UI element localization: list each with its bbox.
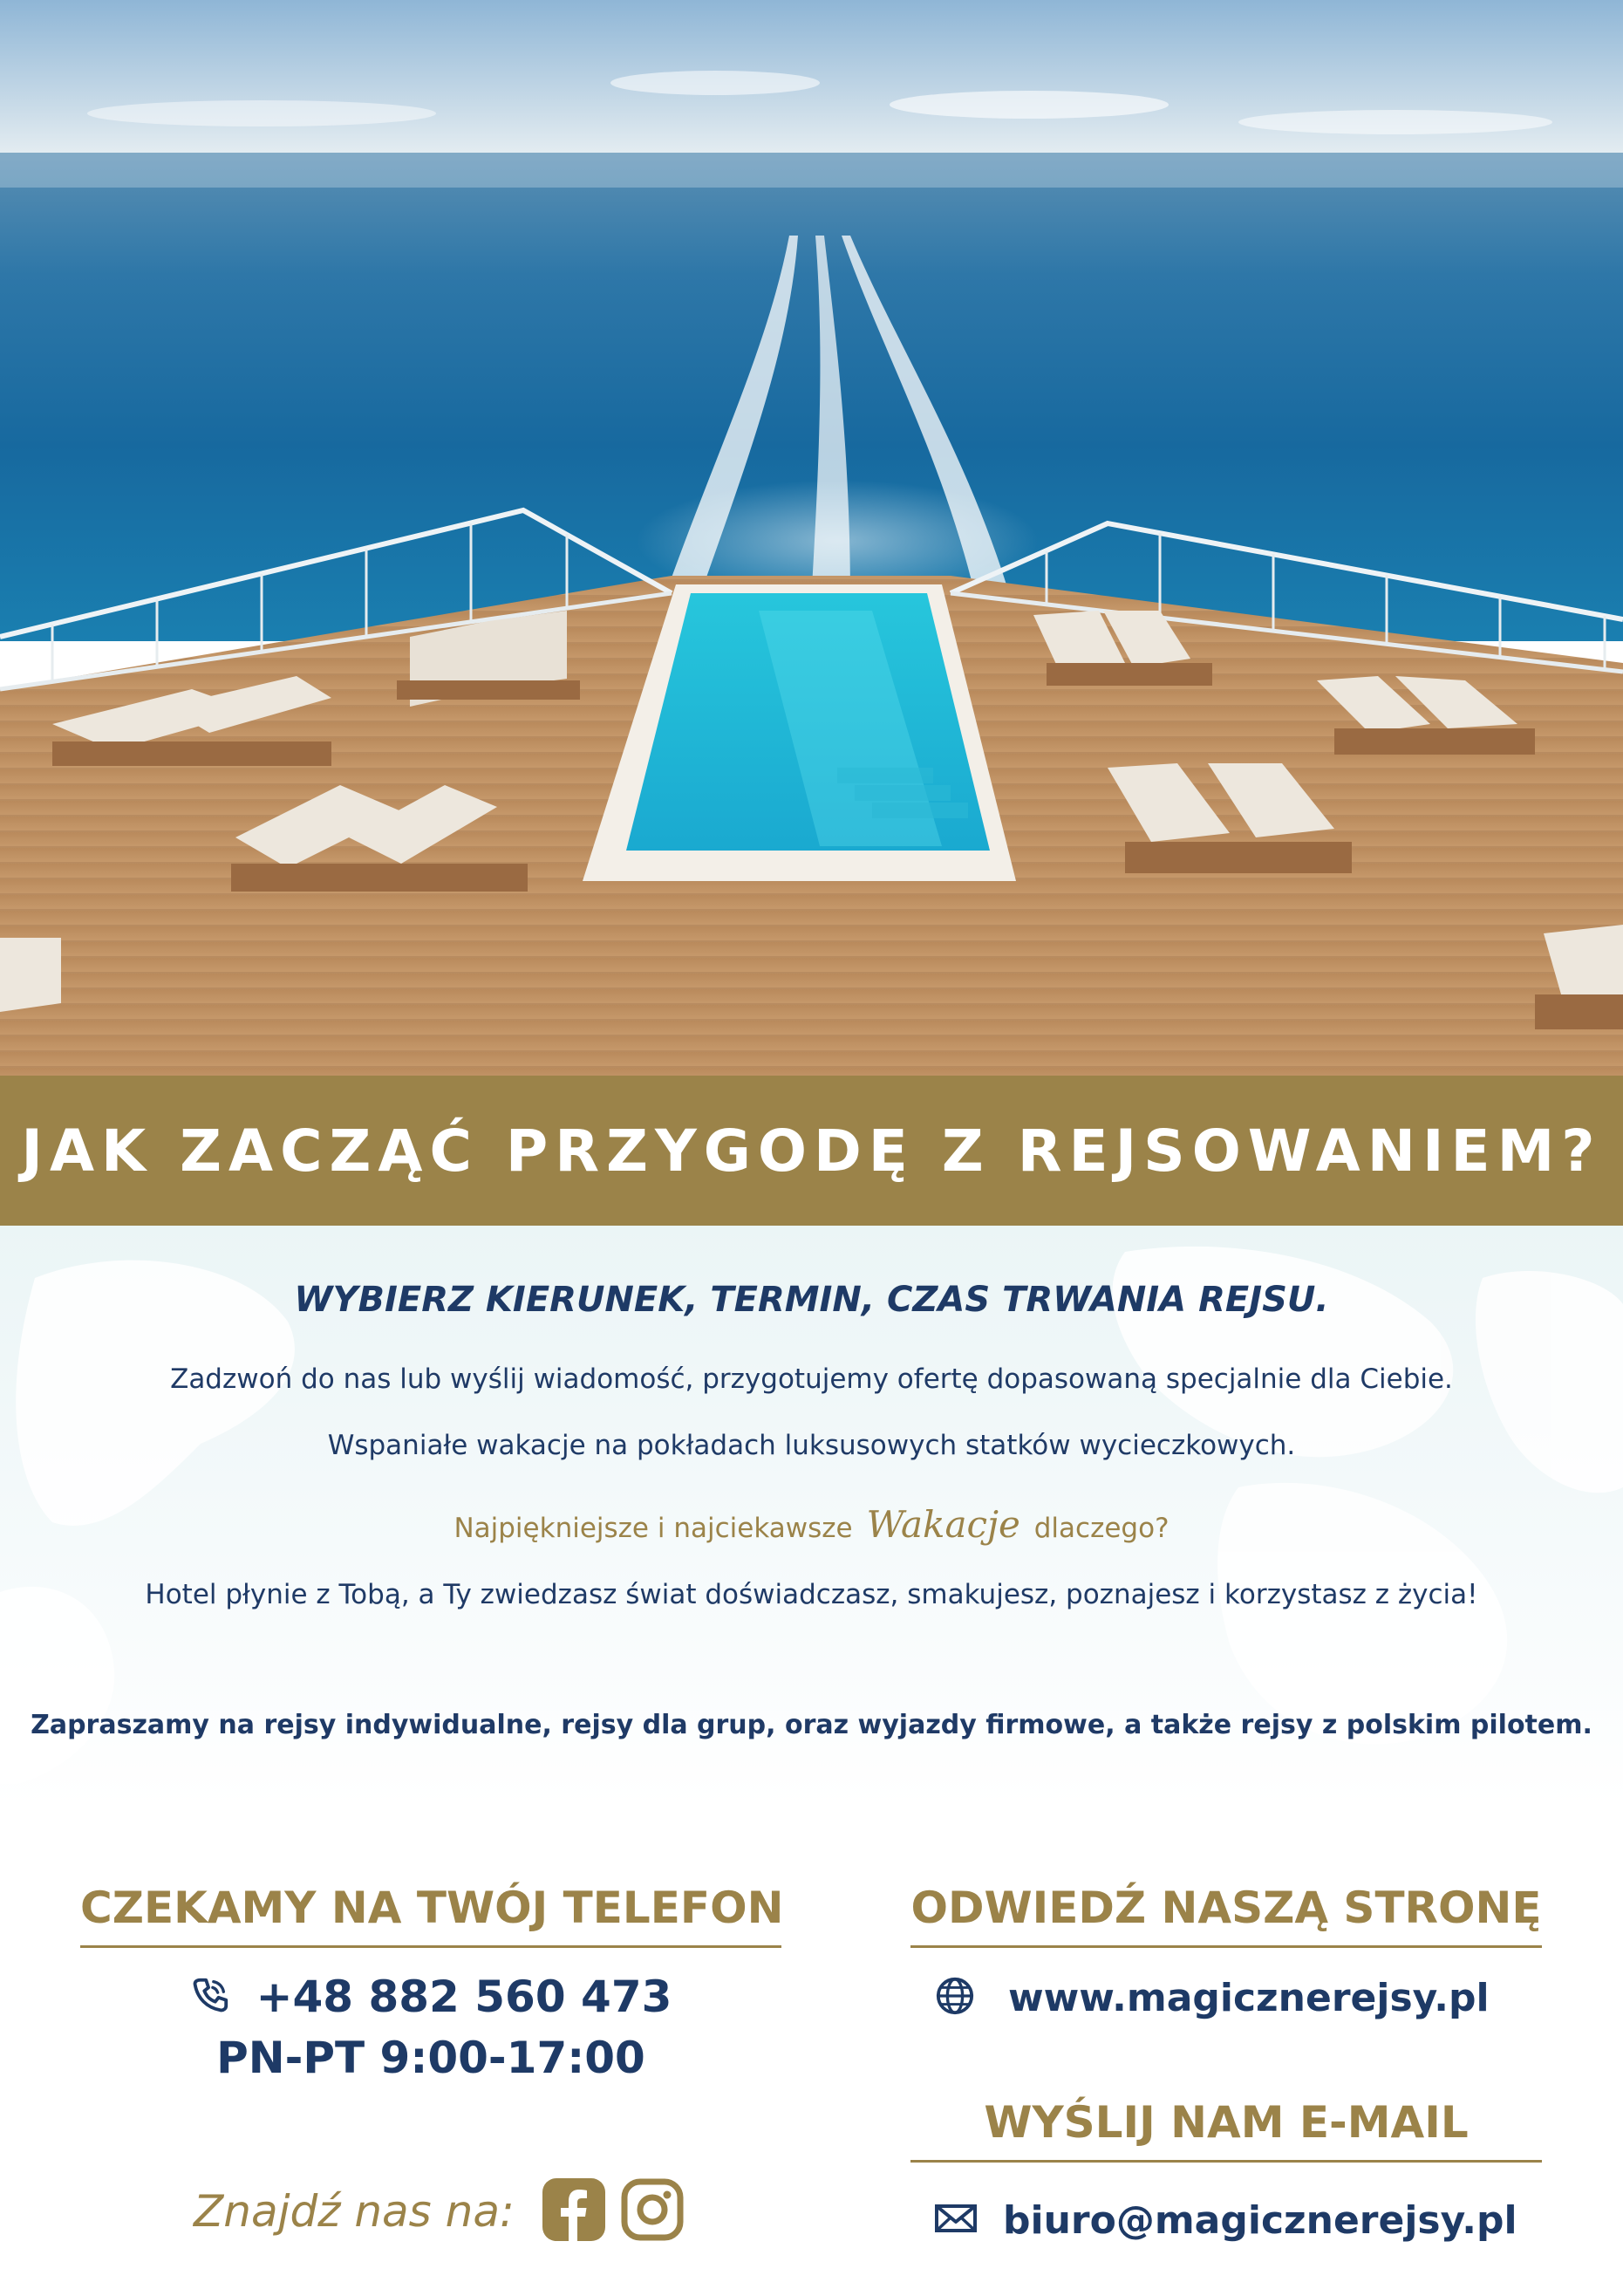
instagram-icon[interactable]	[621, 2178, 684, 2245]
social-row	[194, 2172, 684, 2251]
phone-section-title: CZEKAMY NA TWÓJ TELEFON	[80, 1883, 781, 1948]
info-line-3-before: Najpiękniejsze i najciekawsze	[453, 1513, 853, 1544]
info-line-3-after: dlaczego?	[1033, 1513, 1170, 1544]
info-section	[0, 1226, 1623, 1807]
website-section-title: ODWIEDŹ NASZĄ STRONĘ	[910, 1883, 1542, 1948]
email-link[interactable]: biuro@magicznerejsy.pl	[1003, 2197, 1517, 2243]
info-line-3	[0, 1503, 1623, 1546]
info-line-1: Zadzwoń do nas lub wyślij wiadomość, przygotujemy ofertę dopasowaną specjalnie dla Ciebie.	[170, 1363, 1453, 1395]
facebook-icon[interactable]	[542, 2178, 605, 2245]
website-row[interactable]	[935, 1967, 1490, 2028]
email-section-title: WYŚLIJ NAM E-MAIL	[910, 2097, 1542, 2163]
headline-banner	[0, 1076, 1623, 1226]
find-us-label: Znajdź nas na:	[194, 2186, 515, 2237]
cruise-deck-illustration	[0, 0, 1623, 1076]
globe-icon	[935, 1976, 975, 2020]
phone-row[interactable]	[80, 1966, 781, 2027]
phone-number[interactable]: +48 882 560 473	[256, 1971, 672, 2022]
section-headline: WYBIERZ KIERUNEK, TERMIN, CZAS TRWANIA REJSU.	[294, 1280, 1329, 1320]
info-line-2: Wspaniałe wakacje na pokładach luksusowych statków wycieczkowych.	[327, 1430, 1296, 1461]
info-invitation: Zapraszamy na rejsy indywidualne, rejsy dla grup, oraz wyjazdy firmowe, a także rejsy z polskim pilotem.	[31, 1710, 1592, 1740]
website-link[interactable]: www.magicznerejsy.pl	[1008, 1975, 1490, 2020]
wakacje-script-word: Wakacje	[866, 1503, 1020, 1546]
phone-icon	[190, 1975, 230, 2019]
email-row[interactable]	[935, 2190, 1517, 2251]
envelope-icon	[935, 2203, 977, 2238]
banner-title: JAK ZACZĄĆ PRZYGODĘ Z REJSOWANIEM?	[21, 1117, 1602, 1185]
hero-image	[0, 0, 1623, 1076]
info-line-4: Hotel płynie z Tobą, a Ty zwiedzasz świat doświadczasz, smakujesz, poznajesz i korzystasz z życia!	[145, 1579, 1478, 1610]
opening-hours: PN-PT 9:00-17:00	[216, 2033, 645, 2083]
